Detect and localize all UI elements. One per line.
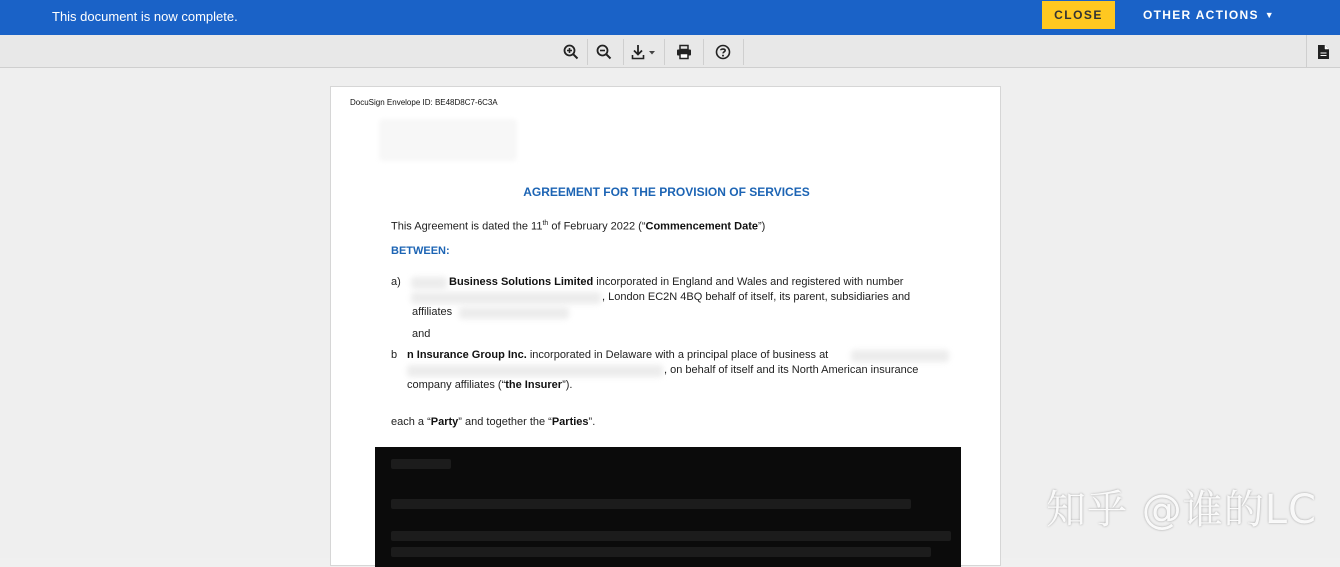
party-b-line-2: , on behalf of itself and its North American insurance [664, 364, 919, 376]
redacted-logo [379, 119, 517, 161]
redacted-text [407, 365, 663, 377]
party-b-line-1: n Insurance Group Inc. incorporated in Delaware with a principal place of business at [407, 349, 829, 361]
close-button[interactable]: CLOSE [1042, 1, 1115, 29]
agreement-title: AGREEMENT FOR THE PROVISION OF SERVICES [523, 185, 810, 199]
viewer-toolbar [0, 35, 1340, 68]
redacted-line [391, 499, 911, 509]
redacted-text [459, 307, 569, 319]
party-a-line-3: affiliates [412, 306, 453, 318]
watermark: 知乎 @谁的LC [1046, 487, 1317, 533]
download-icon[interactable] [630, 40, 658, 63]
party-a-marker: a) [391, 276, 401, 288]
completion-message: This document is now complete. [52, 9, 238, 24]
other-actions-menu[interactable] [1143, 8, 1275, 22]
party-a-line-2: , London EC2N 4BQ behalf of itself, its parent, subsidiaries and [602, 291, 911, 303]
toolbar-divider [623, 39, 624, 65]
document-page [330, 86, 1001, 566]
panel-divider [1306, 35, 1307, 68]
parties-definition: each a “Party” and together the “Parties”. [391, 416, 596, 428]
redacted-line [391, 459, 451, 469]
completion-banner [0, 0, 1340, 35]
zoom-out-icon[interactable] [594, 40, 614, 63]
print-icon[interactable] [674, 40, 694, 63]
zoom-in-icon[interactable] [561, 40, 581, 63]
party-b-marker: b [391, 349, 398, 361]
envelope-id: DocuSign Envelope ID: BE48D8C7-6C3A [350, 98, 498, 107]
redacted-line [391, 531, 951, 541]
party-b-line-3: company affiliates (“the Insurer”). [407, 379, 573, 391]
and-connector: and [412, 328, 431, 340]
toolbar-divider [743, 39, 744, 65]
toolbar-divider [587, 39, 588, 65]
other-actions-label: OTHER ACTIONS [1143, 8, 1259, 22]
redacted-line [391, 547, 931, 557]
redacted-text [851, 350, 949, 362]
toolbar-divider [664, 39, 665, 65]
toolbar-divider [703, 39, 704, 65]
redacted-text [411, 277, 447, 289]
redacted-text [411, 292, 601, 304]
help-icon[interactable] [713, 40, 733, 63]
between-heading: BETWEEN: [391, 245, 450, 257]
chevron-down-icon: ▼ [1264, 10, 1276, 20]
document-panel-icon[interactable] [1314, 40, 1332, 63]
party-a-line-1: Business Solutions Limited incorporated in England and Wales and registered with number [449, 276, 904, 288]
agreement-date-line: This Agreement is dated the 11th of February 2022 (“Commencement Date”) [391, 220, 766, 233]
redacted-block [375, 447, 961, 567]
